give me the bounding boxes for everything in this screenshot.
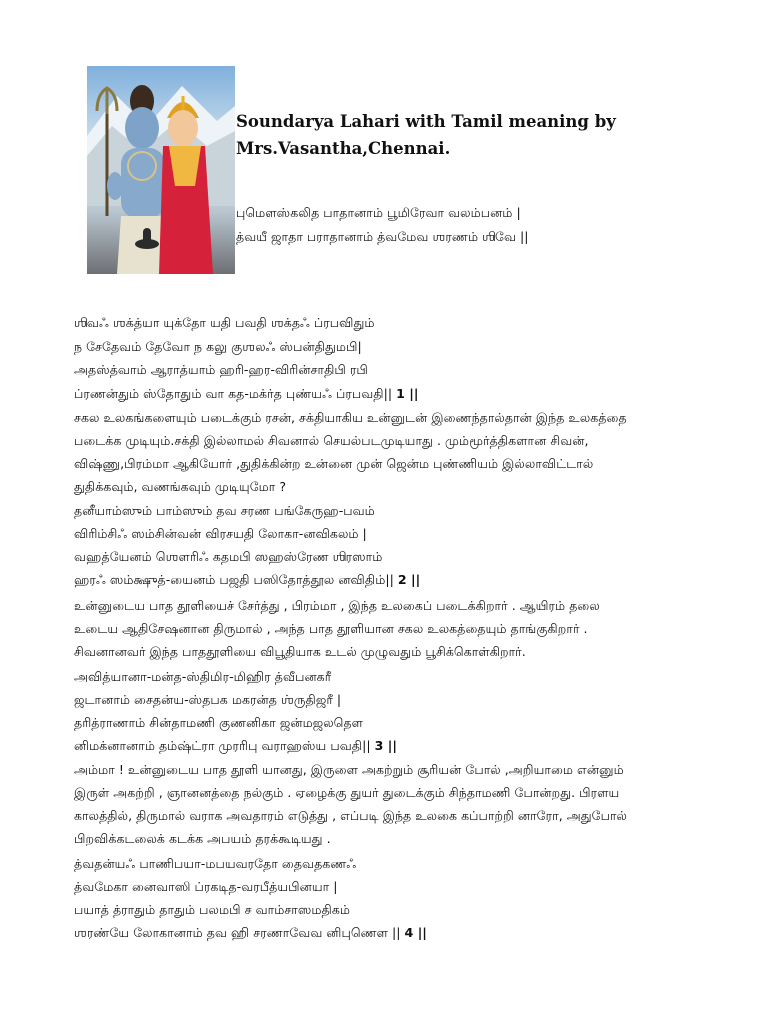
- verse-number-1: 1 ||: [396, 386, 419, 401]
- intro-line-1: புமௌஸ்கலித பாதானாம் பூமிரேவா வலம்பனம் |: [236, 205, 521, 220]
- verse4-line-3: பயாத் த்ராதும் தாதும் பலமபி ச வாம்சாஸமதிகம்: [74, 902, 351, 917]
- document-title: [236, 108, 656, 162]
- verse-number-2: 2 ||: [397, 572, 421, 587]
- meaning3-line-2: இருள் அகற்றி , ஞானனத்தை நல்கும் . ஏழைக்கு துயர் துடைக்கும் சிந்தாமணி போன்றது. பிரளய: [74, 785, 620, 800]
- meaning2-line-3: சிவனானவர் இந்த பாததூளியை விபூதியாக உடல் முழுவதும் பூசிக்கொள்கிறார்.: [74, 644, 526, 659]
- verse-number-3: 3 ||: [374, 738, 397, 753]
- verse3-line-4: [74, 738, 397, 754]
- meaning1-line-4: துதிக்கவும், வணங்கவும் முடியுமோ ?: [74, 479, 287, 494]
- verse1-line-1: ஶிவஃ ஶக்த்யா யுக்தோ யதி பவதி ஶக்தஃ ப்ரபவிதும்: [74, 315, 375, 330]
- verse2-line-4-text: ஹரஃ ஸம்க்ஷுத்-யைனம் பஜதி பஸிதோத்தூல னவிதிம்||: [74, 572, 394, 587]
- title-line-2: Mrs.Vasantha,Chennai.: [236, 139, 451, 158]
- verse3-line-3: தரித்ராணாம் சின்தாமணி குணனிகா ஜன்மஜலதௌ: [74, 715, 364, 730]
- verse1-line-3: அதஸ்த்வாம் ஆராத்யாம் ஹரி-ஹர-விரின்சாதிபி ரபி: [74, 362, 368, 377]
- verse2-line-4: [74, 572, 420, 588]
- shiva-parvati-image: [87, 66, 235, 274]
- intro-line-2: த்வயீ ஜாதா பராதானாம் த்வமேவ ஶரணம் ஶிவே ||: [236, 229, 529, 244]
- verse1-line-2: ந சேதேவம் தேவோ ந கலு குஶலஃ ஸ்பன்திதுமபி|: [74, 339, 362, 354]
- verse1-line-4: [74, 386, 418, 402]
- verse4-line-2: த்வமேகா னைவாஸி ப்ரகடித-வரபீத்யபினயா |: [74, 879, 338, 894]
- meaning1-line-3: விஷ்ணு,பிரம்மா ஆகியோர் ,துதிக்கின்ற உன்னை முன் ஜென்ம புண்ணியம் இல்லாவிட்டால்: [74, 456, 594, 471]
- verse1-line-4-text: ப்ரணன்தும் ஸ்தோதும் வா கத-மக்ர்த புண்யஃ ப்ரபவதி||: [74, 386, 393, 401]
- verse3-line-2: ஜடானாம் சைதன்ய-ஸ்தபக மகரன்த ஶ்ருதிஜரீ |: [74, 692, 342, 707]
- meaning2-line-2: உடைய ஆதிசேஷனான திருமால் , அந்த பாத தூளியான சகல உலகத்தையும் தாங்குகிறார் .: [74, 621, 588, 636]
- verse4-line-1: த்வதன்யஃ பாணிபயா-மபயவரதோ தைவதகணஃ: [74, 856, 357, 871]
- meaning2-line-1: உன்னுடைய பாத தூளியைச் சேர்த்து , பிரம்மா , இந்த உலகைப் படைக்கிறார் . ஆயிரம் தலை: [74, 598, 600, 613]
- meaning1-line-1: சகல உலகங்களையும் படைக்கும் ரசன், சக்தியாகிய உன்னுடன் இணைந்தால்தான் இந்த உலகத்தை: [74, 410, 627, 425]
- verse2-line-1: தனீயாம்ஸும் பாம்ஸும் தவ சரண பங்கேருஹ-பவம்: [74, 503, 375, 518]
- verse4-line-4: [74, 925, 427, 941]
- title-line-1: Soundarya Lahari with Tamil meaning by: [236, 112, 616, 131]
- verse3-line-4-text: னிமக்னானாம் தம்ஷ்ட்ரா முரரிபு வராஹஸ்ய பவதி||: [74, 738, 371, 753]
- meaning1-line-2: படைக்க முடியும்.சக்தி இல்லாமல் சிவனால் செயல்படமுடியாது . மும்மூர்த்திகளான சிவன்,: [74, 433, 589, 448]
- verse-number-4: 4 ||: [404, 925, 427, 940]
- verse2-line-3: வஹத்யேனம் ஶௌரிஃ கதமபி ஸஹஸ்ரேண ஶிரஸாம்: [74, 549, 383, 564]
- verse2-line-2: விரிம்சிஃ ஸம்சின்வன் விரசயதி லோகா-னவிகலம் |: [74, 526, 367, 541]
- meaning3-line-1: அம்மா ! உன்னுடைய பாத தூளி யானது, இருளை அகற்றும் சூரியன் போல் ,அறியாமை என்னும்: [74, 762, 624, 777]
- meaning3-line-4: பிறவிக்கடலைக் கடக்க அபயம் தரக்கூடியது .: [74, 831, 331, 846]
- verse3-line-1: அவித்யானா-மன்த-ஸ்திமிர-மிஹிர த்வீபனகரீ: [74, 669, 332, 684]
- verse4-line-4-text: ஶரண்யே லோகானாம் தவ ஹி சரணாவேவ னிபுணௌ ||: [74, 925, 401, 940]
- meaning3-line-3: காலத்தில், திருமால் வராக அவதாரம் எடுத்து , எப்படி இந்த உலகை கப்பாற்றி னாரோ, அதுபோல்: [74, 808, 627, 823]
